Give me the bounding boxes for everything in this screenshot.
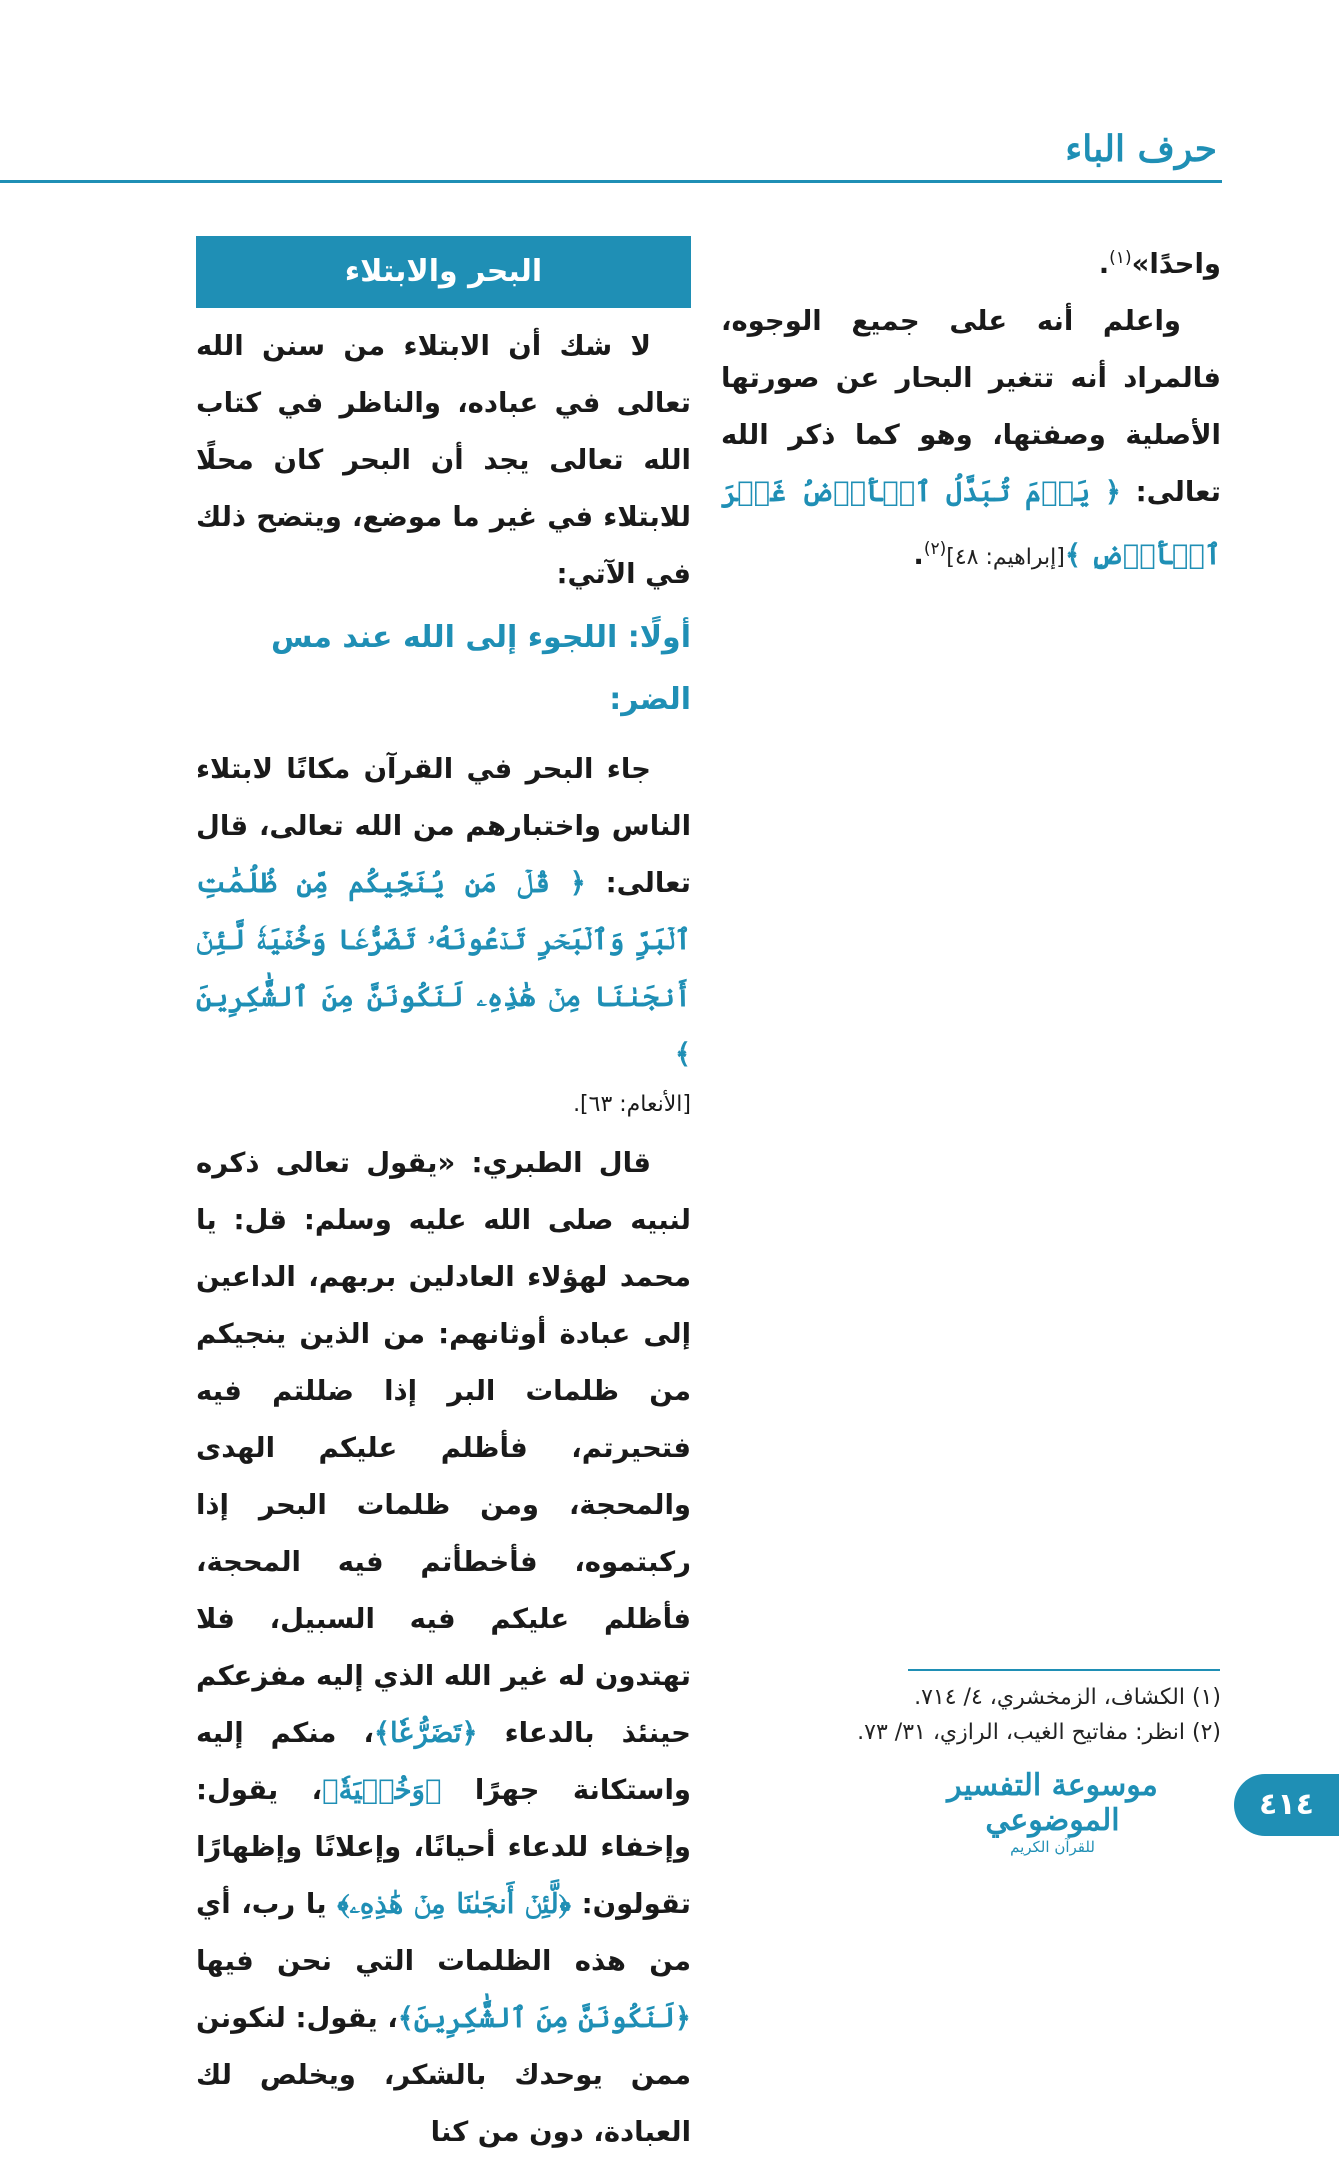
paragraph-meaning-end: . [913,539,924,572]
section-intro-text: لا شك أن الابتلاء من سنن الله تعالى في عباده، والناظر في كتاب الله تعالى يجد أن البحر كان محلًا للابتلاء في غير ما موضع، ويتضح ذلك في الآتي: [196,330,691,590]
left-column [196,236,691,2161]
quran-word-tadarruan: ﴿تَضَرُّعٗا﴾ [373,1717,478,1749]
logo-subtitle: للقرآن الكريم [1010,1838,1095,1856]
verse-reference-ibrahim: [إبراهيم: ٤٨] [946,545,1065,571]
paragraph-sea-test-text: جاء البحر في القرآن مكانًا لابتلاء الناس واختبارهم من الله تعالى، قال تعالى: [196,753,691,899]
chapter-title: حرف الباء [1065,128,1217,170]
quran-phrase-anjana: ﴿لَّئِنۡ أَنجَىٰنَا مِنۡ هَٰذِهِۦ﴾ [337,1888,571,1920]
encyclopedia-logo [920,1768,1185,1860]
quran-verse-anam: ﴿ قُلۡ مَن يُنَجِّيكُم مِّن ظُلُمَٰتِ ٱلۡبَرِّ وَٱلۡبَحۡرِ تَدۡعُونَهُۥ تَضَرُّعٗا وَخُفۡيَةٗ لَّئِنۡ أَنجَىٰنَا مِنۡ هَٰذِهِۦ لَنَكُونَنَّ مِنَ ٱلشَّٰكِرِينَ ﴾ [196,867,691,1070]
tabari-text-5: ، يقول: لنكونن ممن يوحدك بالشكر، ويخلص لك العبادة، دون من كنا [196,2002,691,2148]
footnote-1: (١) الكشاف، الزمخشري، ٤/ ٧١٤. [914,1685,1221,1710]
footnote-ref-1[interactable]: (١) [1109,248,1132,268]
quran-verse-ibrahim: ﴿ يَوۡمَ تُبَدَّلُ ٱلۡأَرۡضُ غَيۡرَ ٱلۡأَرۡضِ ﴾ [721,476,1221,572]
tabari-text-4: يا رب، أي من هذه الظلمات التي نحن فيها [196,1888,691,1977]
right-column [721,230,1221,586]
footnote-2: (٢) انظر: مفاتيح الغيب، الرازي، ٣١/ ٧٣. [857,1720,1221,1745]
tabari-text-2: ، منكم إليه واستكانة جهرًا [196,1717,691,1806]
paragraph-meaning-text: واعلم أنه على جميع الوجوه، فالمراد أنه تتغير البحار عن صورتها الأصلية وصفتها، وهو كما ذكر الله تعالى: [721,305,1221,509]
subheading-first: أولًا: اللجوء إلى الله عند مس الضر: [271,620,691,717]
paragraph-meaning [721,293,1221,586]
verse-reference-anam: [الأنعام: ٦٣]. [573,1092,691,1117]
continued-quote-end: . [1098,248,1110,281]
tabari-text-1: قال الطبري: «يقول تعالى ذكره لنبيه صلى الله عليه وسلم: قل: يا محمد لهؤلاء العادلين بربهم، الداعين إلى عبادة أوثانهم: من الذين ينجيكم من ظلمات البر إذا ضللتم فيه فتحيرتم، فأظلم عليكم الهدى والمحجة، ومن ظلمات البحر إذا ركبتموه، فأخطأتم فيه المحجة، فأظلم عليكم فيه السبيل، فلا تهتدون له غير الله الذي إليه مفزعكم حينئذ بالدعاء [196,1147,691,1749]
tabari-text-3: ، يقول: وإخفاء للدعاء أحيانًا، وإعلانًا وإظهارًا تقولون: [196,1774,691,1920]
footnotes [821,1680,1221,1750]
continued-quote [721,230,1221,293]
quran-word-khufyah: ﴿وَخُفۡيَةٗ﴾ [322,1774,442,1806]
footnote-ref-2[interactable]: (٢) [923,539,947,560]
section-intro [196,318,691,603]
section-heading: البحر والابتلاء [196,236,691,308]
tabari-quote [196,1135,691,2161]
paragraph-sea-test [196,741,691,1083]
header-divider [0,180,1222,183]
page-number: ٤١٤ [1234,1774,1339,1836]
logo-title: موسوعة التفسير الموضوعي [947,1768,1158,1838]
footnote-divider [908,1669,1220,1671]
continued-quote-text: واحدًا» [1131,248,1221,281]
quran-phrase-shakirin: ﴿لَنَكُونَنَّ مِنَ ٱلشَّٰكِرِينَ﴾ [397,2002,691,2034]
